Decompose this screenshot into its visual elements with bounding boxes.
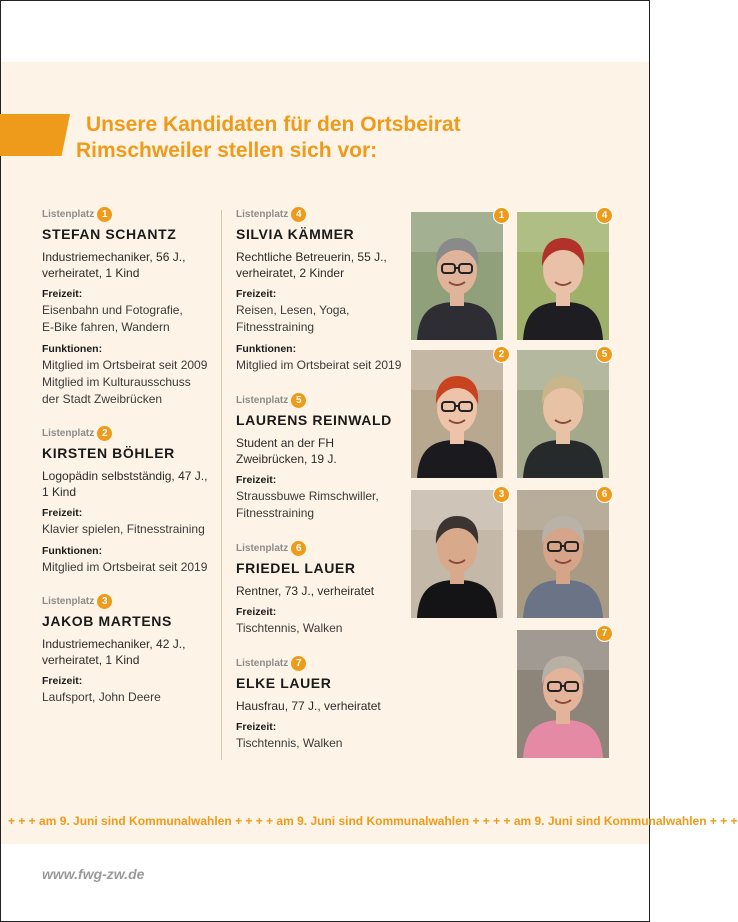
freizeit-label: Freizeit: [42, 675, 83, 687]
election-ticker [0, 812, 738, 830]
candidate-column-left [42, 206, 217, 706]
ticker-text: + + + am 9. Juni sind Kommunalwahlen + + + + am 9. Juni sind Kommunalwahlen + + + + am 9. Juni sind Kommunalwahlen + + + [8, 814, 738, 828]
freizeit-text: Tischtennis, Walken [236, 736, 343, 750]
freizeit-label: Freizeit: [236, 606, 277, 618]
funktionen-text: Mitglied im Ortsbeirat seit 2009 Mitglied im Kulturausschuss der Stadt Zweibrücken [42, 358, 208, 406]
candidate-description: Rechtliche Betreuerin, 55 J., verheiratet, 2 Kinder [236, 250, 387, 280]
rank-badge: 1 [97, 207, 112, 222]
freizeit-label: Freizeit: [42, 288, 83, 300]
title-line-2: Rimschweiler stellen sich vor: [76, 139, 378, 162]
photo-rank-badge: 3 [493, 486, 510, 503]
candidate-block-4 [236, 206, 411, 374]
candidate-name: FRIEDEL LAUER [236, 560, 356, 576]
candidate-name: KIRSTEN BÖHLER [42, 445, 175, 461]
listenplatz-label: Listenplatz 6 [236, 540, 411, 556]
rank-badge: 7 [291, 656, 306, 671]
candidate-photo-5 [517, 350, 609, 478]
rank-badge: 3 [97, 594, 112, 609]
candidate-description: Logopädin selbstständig, 47 J., 1 Kind [42, 469, 208, 499]
page-title [76, 112, 536, 164]
candidate-name: JAKOB MARTENS [42, 613, 172, 629]
footer-url[interactable]: www.fwg-zw.de [42, 866, 145, 882]
candidate-column-middle [236, 206, 411, 752]
funktionen-label: Funktionen: [42, 545, 103, 557]
portrait-illustration [411, 490, 503, 618]
photo-rank-badge: 2 [493, 346, 510, 363]
heading-accent-bar [0, 114, 70, 156]
candidate-description: Industriemechaniker, 56 J., verheiratet, 1 Kind [42, 250, 186, 280]
photo-rank-badge: 5 [596, 346, 613, 363]
photo-rank-badge: 7 [596, 625, 613, 642]
freizeit-label: Freizeit: [236, 474, 277, 486]
freizeit-text: Straussbuwe Rimschwiller, Fitnesstraining [236, 489, 379, 520]
candidate-block-7 [236, 655, 411, 752]
candidate-name: STEFAN SCHANTZ [42, 226, 177, 242]
listenplatz-label: Listenplatz 5 [236, 392, 411, 408]
rank-badge: 2 [97, 426, 112, 441]
funktionen-text: Mitglied im Ortsbeirat seit 2019 [42, 560, 208, 574]
freizeit-text: Tischtennis, Walken [236, 621, 343, 635]
candidate-description: Rentner, 73 J., verheiratet [236, 584, 375, 598]
title-line-1: Unsere Kandidaten für den Ortsbeirat [86, 113, 461, 136]
candidate-block-5 [236, 392, 411, 522]
candidate-photo-7 [517, 630, 609, 758]
funktionen-text: Mitglied im Ortsbeirat seit 2019 [236, 358, 402, 372]
candidate-name: ELKE LAUER [236, 675, 332, 691]
candidate-description: Industriemechaniker, 42 J., verheiratet, 1 Kind [42, 637, 186, 667]
listenplatz-label: Listenplatz 1 [42, 206, 217, 222]
freizeit-text: Laufsport, John Deere [42, 690, 161, 704]
candidate-block-2 [42, 425, 217, 576]
photo-rank-badge: 1 [493, 207, 510, 224]
rank-badge: 5 [291, 393, 306, 408]
candidate-photo-3 [411, 490, 503, 618]
freizeit-label: Freizeit: [42, 507, 83, 519]
portrait-illustration [517, 630, 609, 758]
portrait-illustration [517, 490, 609, 618]
portrait-illustration [411, 212, 503, 340]
portrait-illustration [517, 212, 609, 340]
photo-rank-badge: 4 [596, 207, 613, 224]
candidate-block-3 [42, 593, 217, 706]
freizeit-label: Freizeit: [236, 721, 277, 733]
listenplatz-label: Listenplatz 4 [236, 206, 411, 222]
funktionen-label: Funktionen: [236, 343, 297, 355]
column-divider [221, 210, 222, 760]
candidate-photo-1 [411, 212, 503, 340]
candidate-block-6 [236, 540, 411, 637]
candidate-block-1 [42, 206, 217, 408]
listenplatz-label: Listenplatz 7 [236, 655, 411, 671]
rank-badge: 6 [291, 541, 306, 556]
candidate-photo-4 [517, 212, 609, 340]
candidate-photo-2 [411, 350, 503, 478]
portrait-illustration [517, 350, 609, 478]
listenplatz-label: Listenplatz 3 [42, 593, 217, 609]
freizeit-text: Eisenbahn und Fotografie, E-Bike fahren, Wandern [42, 303, 183, 334]
freizeit-text: Reisen, Lesen, Yoga, Fitnesstraining [236, 303, 350, 334]
photo-rank-badge: 6 [596, 486, 613, 503]
candidate-description: Student an der FH Zweibrücken, 19 J. [236, 436, 337, 466]
candidate-photo-6 [517, 490, 609, 618]
freizeit-text: Klavier spielen, Fitnesstraining [42, 522, 205, 536]
candidate-name: SILVIA KÄMMER [236, 226, 355, 242]
portrait-illustration [411, 350, 503, 478]
listenplatz-label: Listenplatz 2 [42, 425, 217, 441]
rank-badge: 4 [291, 207, 306, 222]
funktionen-label: Funktionen: [42, 343, 103, 355]
candidate-name: LAURENS REINWALD [236, 412, 392, 428]
freizeit-label: Freizeit: [236, 288, 277, 300]
candidate-description: Hausfrau, 77 J., verheiratet [236, 699, 381, 713]
